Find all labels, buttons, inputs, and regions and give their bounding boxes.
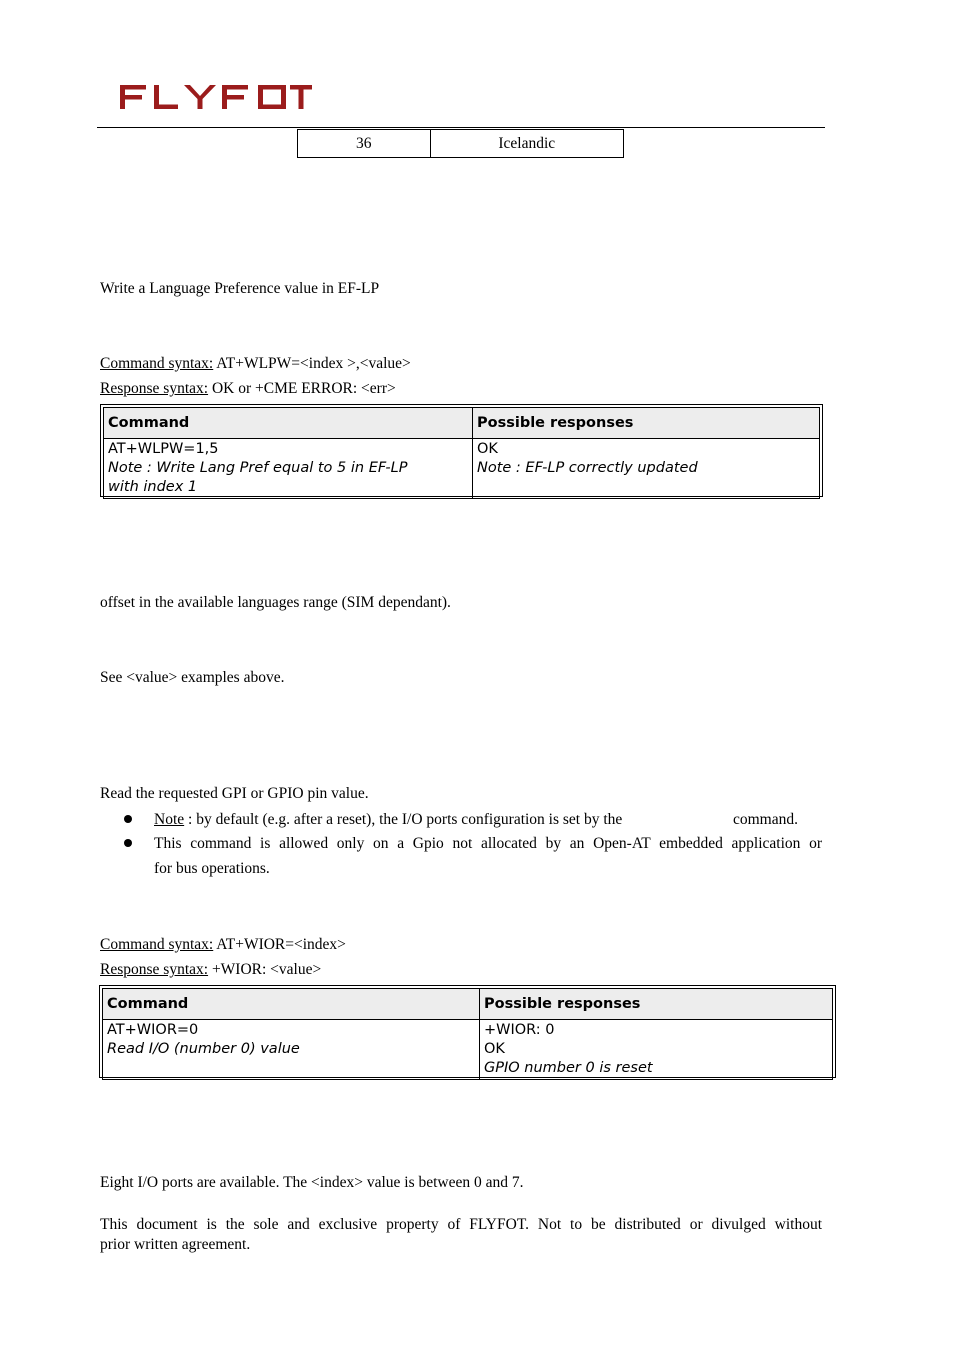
footer-line1: This document is the sole and exclusive property of FLYFOT. Not to be distributed or divulged without (100, 1216, 822, 1233)
command-syntax-label: Command syntax: (100, 936, 214, 953)
wlpw-command-syntax (100, 354, 411, 374)
response-cell (473, 439, 820, 499)
footer-line2: prior written agreement. (100, 1236, 251, 1253)
response-note: Note : EF-LP correctly updated (477, 460, 698, 476)
wior-command-syntax (100, 935, 346, 955)
wior-response-syntax (100, 960, 321, 980)
response-line: +WIOR: 0 (484, 1022, 555, 1038)
response-syntax-label: Response syntax: (100, 380, 209, 397)
wior-description: Read the requested GPI or GPIO pin value. (100, 785, 369, 802)
response-line: OK (477, 441, 498, 457)
language-name: Icelandic (430, 130, 623, 158)
command-syntax-value: AT+WLPW=<index >,<value> (213, 355, 411, 372)
note-text-end: command. (733, 811, 798, 828)
response-cell (480, 1020, 833, 1080)
header-command: Command (103, 989, 480, 1020)
wlpw-value-description: See <value> examples above. (100, 669, 285, 686)
command-line: AT+WIOR=0 (107, 1022, 199, 1038)
bullet-icon (124, 839, 132, 847)
command-note: with index 1 (108, 479, 198, 495)
command-cell (104, 439, 473, 499)
command-note: Read I/O (number 0) value (107, 1041, 300, 1057)
wior-bullet-gpio-line1: This command is allowed only on a Gpio not allocated by an Open-AT embedded application or (154, 835, 822, 852)
wior-bullet-note (154, 810, 622, 830)
flyfot-logo (118, 80, 314, 114)
command-line: AT+WLPW=1,5 (108, 441, 219, 457)
header-command: Command (104, 408, 473, 439)
wior-index-description: Eight I/O ports are available. The <index> value is between 0 and 7. (100, 1174, 524, 1191)
command-cell (103, 1020, 480, 1080)
language-table (297, 129, 624, 158)
table-row (103, 1020, 833, 1080)
response-syntax-value: +WIOR: <value> (208, 961, 322, 978)
table-header-row (104, 408, 820, 439)
wior-command-table (99, 985, 836, 1078)
wlpw-index-description: offset in the available languages range (SIM dependant). (100, 594, 451, 611)
header-responses: Possible responses (480, 989, 833, 1020)
note-label: Note (154, 811, 185, 828)
note-text: : by default (e.g. after a reset), the I/O ports configuration is set by the (184, 811, 623, 828)
header-responses: Possible responses (473, 408, 820, 439)
command-note: Note : Write Lang Pref equal to 5 in EF-LP (108, 460, 408, 476)
wior-bullet-gpio-line2: for bus operations. (154, 860, 270, 877)
response-note: GPIO number 0 is reset (484, 1060, 653, 1076)
wlpw-response-syntax (100, 379, 396, 399)
table-header-row (103, 989, 833, 1020)
header-rule (97, 127, 825, 128)
wlpw-command-table (100, 404, 823, 497)
table-row (298, 130, 624, 158)
command-syntax-value: AT+WIOR=<index> (213, 936, 346, 953)
response-syntax-label: Response syntax: (100, 961, 209, 978)
table-row (104, 439, 820, 499)
command-syntax-label: Command syntax: (100, 355, 214, 372)
wlpw-description: Write a Language Preference value in EF-LP (100, 280, 380, 297)
language-code: 36 (298, 130, 431, 158)
logo-text: FLYFOT (118, 80, 122, 81)
bullet-icon (124, 815, 132, 823)
response-syntax-value: OK or +CME ERROR: <err> (208, 380, 396, 397)
response-line: OK (484, 1041, 505, 1057)
